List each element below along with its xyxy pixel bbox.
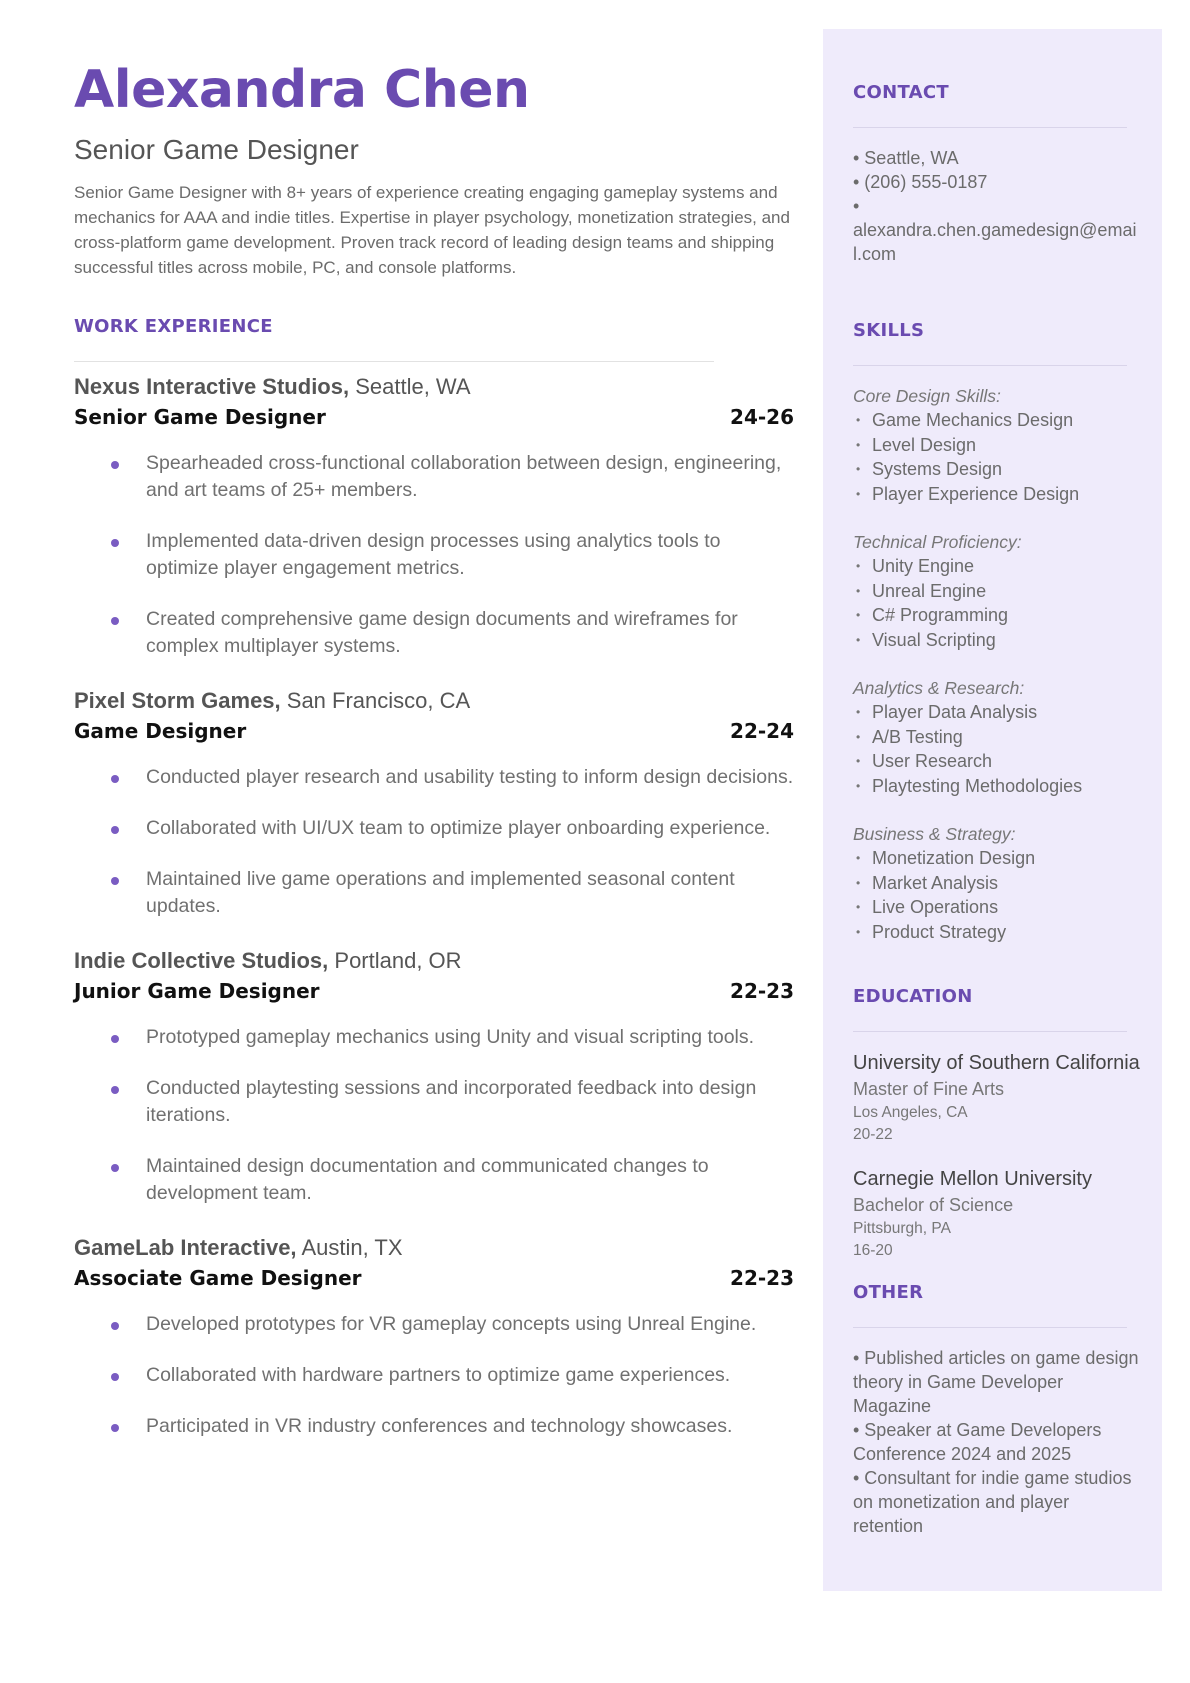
job-list <box>74 372 794 1440</box>
bullet-dot-icon <box>111 1164 119 1172</box>
bullet-item <box>74 1153 794 1207</box>
job-bullets <box>74 1024 794 1207</box>
company-line <box>74 946 794 976</box>
job-dates: 22-24 <box>730 719 794 743</box>
section-divider <box>853 365 1127 366</box>
work-experience-heading: WORK EXPERIENCE <box>74 316 273 337</box>
education-section <box>853 986 1143 1262</box>
other-item: • Published articles on game design theory in Game Developer Magazine <box>853 1348 1139 1416</box>
section-divider <box>74 361 714 362</box>
bullet-item <box>74 1362 794 1389</box>
company-line <box>74 1233 794 1263</box>
skill-item: • Live Operations <box>853 895 1143 920</box>
skill-category: Business & Strategy: <box>853 824 1016 844</box>
skill-category: Technical Proficiency: <box>853 532 1022 552</box>
skill-item: • User Research <box>853 749 1143 774</box>
bullet-text: Developed prototypes for VR gameplay concepts using Unreal Engine. <box>146 1313 757 1335</box>
skill-item: • A/B Testing <box>853 725 1143 750</box>
skills-heading: SKILLS <box>853 320 925 341</box>
company-name: Pixel Storm Games, <box>74 688 281 713</box>
job-role: Junior Game Designer <box>74 979 320 1003</box>
bullet-text: Created comprehensive game design documents and wireframes for complex multiplayer systems. <box>146 608 738 657</box>
other-item: • Consultant for indie game studios on monetization and player retention <box>853 1468 1132 1536</box>
bullet-text: Collaborated with hardware partners to optimize game experiences. <box>146 1364 731 1386</box>
other-list <box>853 1346 1143 1538</box>
sidebar <box>823 29 1162 1591</box>
contact-location: • Seattle, WA <box>853 148 959 168</box>
company-location: San Francisco, CA <box>280 688 471 713</box>
job-dates: 24-26 <box>730 405 794 429</box>
bullet-text: Conducted player research and usability testing to inform design decisions. <box>146 766 794 788</box>
skill-item: • Game Mechanics Design <box>853 408 1143 433</box>
section-divider <box>853 127 1127 128</box>
bullet-item <box>74 528 794 582</box>
company-line <box>74 372 794 402</box>
bullet-dot-icon <box>111 1373 119 1381</box>
bullet-dot-icon <box>111 877 119 885</box>
bullet-item <box>74 1075 794 1129</box>
skill-category: Analytics & Research: <box>853 678 1025 698</box>
skill-item: • Market Analysis <box>853 871 1143 896</box>
bullet-item <box>74 450 794 504</box>
other-item: • Speaker at Game Developers Conference 2024 and 2025 <box>853 1420 1102 1464</box>
skills-section <box>853 320 1143 944</box>
role-line <box>74 1263 794 1293</box>
candidate-name: Alexandra Chen <box>74 60 530 120</box>
company-name: GameLab Interactive, <box>74 1235 297 1260</box>
bullet-item <box>74 815 794 842</box>
degree: Bachelor of Science <box>853 1195 1014 1215</box>
school-name: Carnegie Mellon University <box>853 1168 1092 1190</box>
job-entry <box>74 1233 794 1440</box>
bullet-dot-icon <box>111 775 119 783</box>
contact-email[interactable]: alexandra.chen.gamedesign@email.com <box>853 220 1137 264</box>
company-name: Nexus Interactive Studios, <box>74 374 350 399</box>
education-heading: EDUCATION <box>853 986 973 1007</box>
skill-group <box>853 676 1143 798</box>
bullet-text: Maintained design documentation and communicated changes to development team. <box>146 1155 709 1204</box>
education-entry <box>853 1166 1143 1262</box>
company-location: Seattle, WA <box>349 374 471 399</box>
bullet-dot-icon <box>111 461 119 469</box>
bullet-item <box>74 866 794 920</box>
bullet-dot-icon <box>111 1424 119 1432</box>
school-location: Los Angeles, CA <box>853 1104 968 1121</box>
contact-heading: CONTACT <box>853 82 949 103</box>
company-name: Indie Collective Studios, <box>74 948 329 973</box>
school-years: 20-22 <box>853 1126 893 1143</box>
education-list <box>853 1050 1143 1262</box>
job-bullets <box>74 1311 794 1440</box>
bullet-dot-icon <box>111 1035 119 1043</box>
company-line <box>74 686 794 716</box>
professional-summary: Senior Game Designer with 8+ years of experience creating engaging gameplay systems and mechanics for AAA and indie titles. Expertise in player psychology, monetization strategies, and cross-platform game development. Proven track record of leading design teams and shipping successful titles across mobile, PC, and console platforms. <box>74 183 790 277</box>
skill-item: • C# Programming <box>853 603 1143 628</box>
school-name: University of Southern California <box>853 1052 1140 1074</box>
contact-phone: • (206) 555-0187 <box>853 172 988 192</box>
bullet-item <box>74 1413 794 1440</box>
main-column <box>74 56 794 1440</box>
skill-item: • Product Strategy <box>853 920 1143 945</box>
skill-item: • Unreal Engine <box>853 579 1143 604</box>
skill-item: • Unity Engine <box>853 554 1143 579</box>
job-role: Game Designer <box>74 719 247 743</box>
skill-item: • Systems Design <box>853 457 1143 482</box>
bullet-dot-icon <box>111 617 119 625</box>
skill-item: • Player Data Analysis <box>853 700 1143 725</box>
bullet-item <box>74 1311 794 1338</box>
bullet-item <box>74 1024 794 1051</box>
other-heading: OTHER <box>853 1282 924 1303</box>
job-bullets <box>74 764 794 920</box>
bullet-item <box>74 764 794 791</box>
company-location: Austin, TX <box>296 1235 403 1260</box>
bullet-text: Maintained live game operations and implemented seasonal content updates. <box>146 868 735 917</box>
bullet-dot-icon <box>111 1086 119 1094</box>
bullet-dot-icon <box>111 826 119 834</box>
bullet-dot-icon <box>111 1322 119 1330</box>
job-role: Associate Game Designer <box>74 1266 362 1290</box>
job-bullets <box>74 450 794 660</box>
skill-group <box>853 384 1143 506</box>
contact-section <box>853 82 1143 266</box>
role-line <box>74 976 794 1006</box>
bullet-item <box>74 606 794 660</box>
education-entry <box>853 1050 1143 1146</box>
school-years: 16-20 <box>853 1242 893 1259</box>
bullet-text: Spearheaded cross-functional collaboration between design, engineering, and art teams of 25+ members. <box>146 452 782 501</box>
role-line <box>74 716 794 746</box>
job-role: Senior Game Designer <box>74 405 326 429</box>
skill-group <box>853 822 1143 944</box>
job-dates: 22-23 <box>730 1266 794 1290</box>
company-location: Portland, OR <box>328 948 462 973</box>
role-line <box>74 402 794 432</box>
other-section <box>853 1282 1143 1538</box>
skill-group <box>853 530 1143 652</box>
skill-item: • Monetization Design <box>853 846 1143 871</box>
skills-list <box>853 384 1143 944</box>
skill-item: • Playtesting Methodologies <box>853 774 1143 799</box>
skill-item: • Player Experience Design <box>853 482 1143 507</box>
bullet-text: Prototyped gameplay mechanics using Unity and visual scripting tools. <box>146 1026 755 1048</box>
bullet-text: Collaborated with UI/UX team to optimize player onboarding experience. <box>146 817 771 839</box>
contact-email-bullet: • <box>853 196 860 216</box>
job-dates: 22-23 <box>730 979 794 1003</box>
degree: Master of Fine Arts <box>853 1079 1005 1099</box>
skill-category: Core Design Skills: <box>853 386 1001 406</box>
job-entry <box>74 946 794 1207</box>
job-entry <box>74 686 794 920</box>
skill-item: • Visual Scripting <box>853 628 1143 653</box>
bullet-text: Implemented data-driven design processes using analytics tools to optimize player engagement metrics. <box>146 530 721 579</box>
school-location: Pittsburgh, PA <box>853 1220 951 1237</box>
skill-item: • Level Design <box>853 433 1143 458</box>
bullet-dot-icon <box>111 539 119 547</box>
bullet-text: Conducted playtesting sessions and incorporated feedback into design iterations. <box>146 1077 757 1126</box>
section-divider <box>853 1031 1127 1032</box>
candidate-title: Senior Game Designer <box>74 134 359 165</box>
job-entry <box>74 372 794 660</box>
section-divider <box>853 1327 1127 1328</box>
bullet-text: Participated in VR industry conferences and technology showcases. <box>146 1415 733 1437</box>
